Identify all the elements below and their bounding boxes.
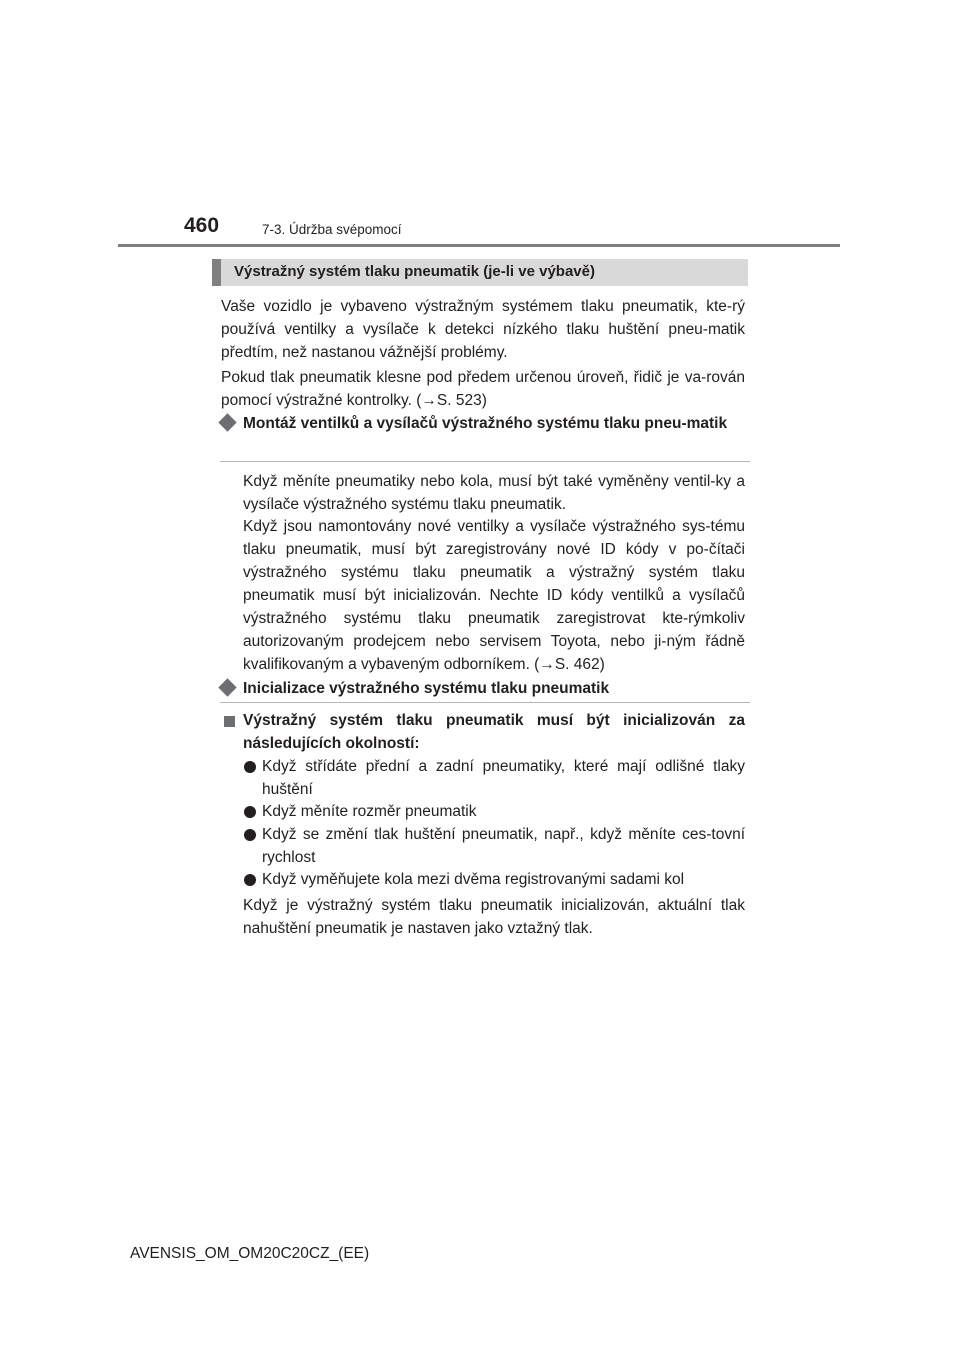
- bullet-icon: [244, 806, 256, 818]
- chapter-title: 7-3. Údržba svépomocí: [262, 222, 402, 237]
- intro-paragraph-1: Vaše vozidlo je vybaveno výstražným systémem tlaku pneumatik, kte-rý používá ventilky a vysílače k detekci nízkého tlaku huštění pneu-matik předtím, než nastanou vážnější problémy.: [221, 298, 745, 361]
- condition-item: Když se změní tlak huštění pneumatik, např., když měníte ces-tovní rychlost: [262, 826, 745, 866]
- initialization-closing-paragraph: Když je výstražný systém tlaku pneumatik inicializován, aktuální tlak nahuštění pneumatik je nastaven jako vztažný tlak.: [243, 897, 745, 937]
- intro-paragraph-2: Pokud tlak pneumatik klesne pod předem určenou úroveň, řidič je va-rován pomocí výstražné kontrolky. (→S. 523): [221, 369, 745, 409]
- subsection-rule: [220, 702, 750, 703]
- condition-item: Když vyměňujete kola mezi dvěma registrovanými sadami kol: [262, 871, 685, 888]
- section-heading-text: Výstražný systém tlaku pneumatik (je-li ve výbavě): [234, 263, 595, 280]
- bullet-icon: [244, 761, 256, 773]
- installation-paragraph-2: Když jsou namontovány nové ventilky a vysílače výstražného sys-tému tlaku pneumatik, musí být zaregistrovány nové ID kódy v po-čítači výstražného systému tlaku pneumatik a výstražný systém tlaku pneumatik musí být inicializován. Nechte ID kódy ventilků a vysílačů výstražného systému tlaku pneumatik zaregistrovat kte-rýmkoliv autorizovaným prodejcem nebo servisem Toyota, nebo ji-ným řádně kvalifikovaným a vybaveným odborníkem. (→S. 462): [243, 518, 745, 673]
- header-rule: [118, 244, 840, 247]
- page-number: 460: [184, 214, 220, 237]
- square-bullet-icon: [224, 716, 235, 727]
- subsection-title-installation: Montáž ventilků a vysílačů výstražného systému tlaku pneu-matik: [243, 415, 728, 432]
- diamond-icon: [218, 678, 236, 696]
- document-code: AVENSIS_OM_OM20C20CZ_(EE): [130, 1245, 370, 1262]
- diamond-icon: [218, 413, 236, 431]
- bullet-icon: [244, 829, 256, 841]
- section-heading: [212, 259, 748, 286]
- condition-item: Když střídáte přední a zadní pneumatiky, které mají odlišné tlaky huštění: [262, 758, 745, 798]
- condition-item: Když měníte rozměr pneumatik: [262, 803, 477, 820]
- initialization-conditions-title: Výstražný systém tlaku pneumatik musí být inicializován za následujících okolností:: [243, 712, 745, 752]
- subsection-rule: [220, 461, 750, 462]
- installation-paragraph-1: Když měníte pneumatiky nebo kola, musí být také vyměněny ventil-ky a vysílače výstražného systému tlaku pneumatik.: [243, 473, 745, 513]
- subsection-title-initialization: Inicializace výstražného systému tlaku pneumatik: [243, 680, 610, 697]
- bullet-icon: [244, 874, 256, 886]
